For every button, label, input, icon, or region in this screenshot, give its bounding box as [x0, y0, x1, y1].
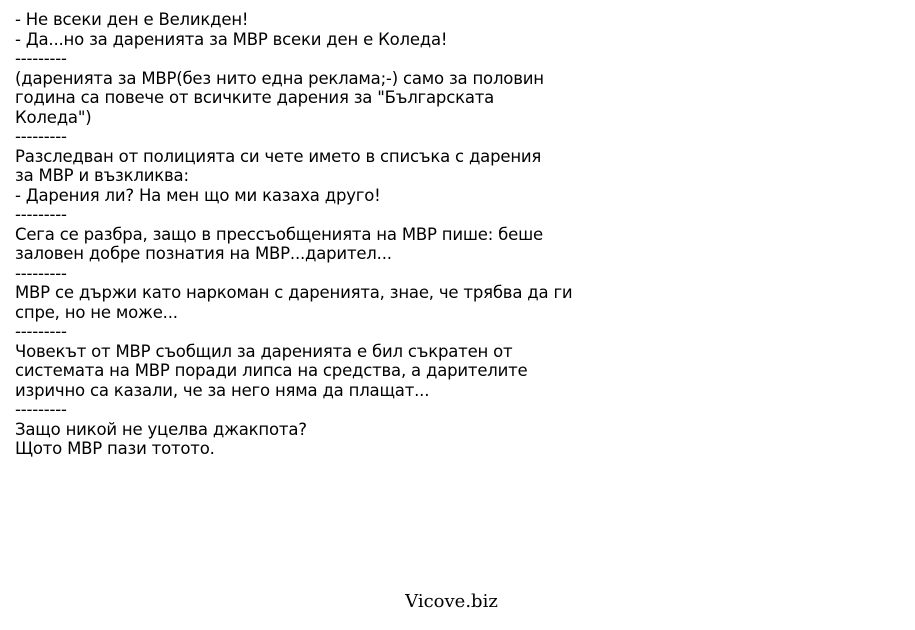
text-line: Сега се разбра, защо в пресcъобщенията на МВР пише: беше: [15, 224, 543, 244]
text-line: година са повече от всичките дарения за "Българската: [15, 88, 495, 107]
separator-line: ---------: [15, 400, 67, 419]
separator-line: ---------: [15, 205, 67, 224]
text-line: МВР се държи като наркоман с даренията, знае, че трябва да ги: [15, 283, 573, 302]
text-line: спре, но не може...: [15, 302, 178, 322]
separator-line: ---------: [15, 127, 67, 146]
separator-line: ---------: [15, 49, 67, 68]
text-line: системата на МВР поради липса на средства, а дарителите: [15, 361, 528, 380]
text-line: Човекът от МВР съобщил за даренията е бил съкратен от: [15, 341, 513, 361]
joke-text: [15, 10, 595, 459]
site-watermark: Vicove.biz: [405, 591, 498, 612]
text-line: - Дарения ли? На мен що ми казаха друго!: [15, 185, 381, 205]
text-line: за МВР и възкликва:: [15, 166, 189, 185]
text-line: Щото МВР пази тотото.: [15, 439, 215, 458]
text-line: (даренията за МВР(без нито една реклама;-) само за половин: [15, 68, 544, 88]
separator-line: ---------: [15, 263, 67, 283]
text-line: - Не всеки ден е Великден!: [15, 10, 249, 29]
text-line: Защо никой не уцелва джакпота?: [15, 419, 307, 439]
text-line: изрично са казали, че за него няма да плащат...: [15, 380, 430, 400]
text-line: Коледа"): [15, 107, 92, 127]
text-line: - Да...но за даренията за МВР всеки ден е Коледа!: [15, 29, 448, 49]
text-line: заловен добре познатия на МВР...дарител...: [15, 244, 392, 263]
text-line: Разследван от полицията си чете името в списъка с дарения: [15, 146, 542, 166]
separator-line: ---------: [15, 322, 67, 341]
